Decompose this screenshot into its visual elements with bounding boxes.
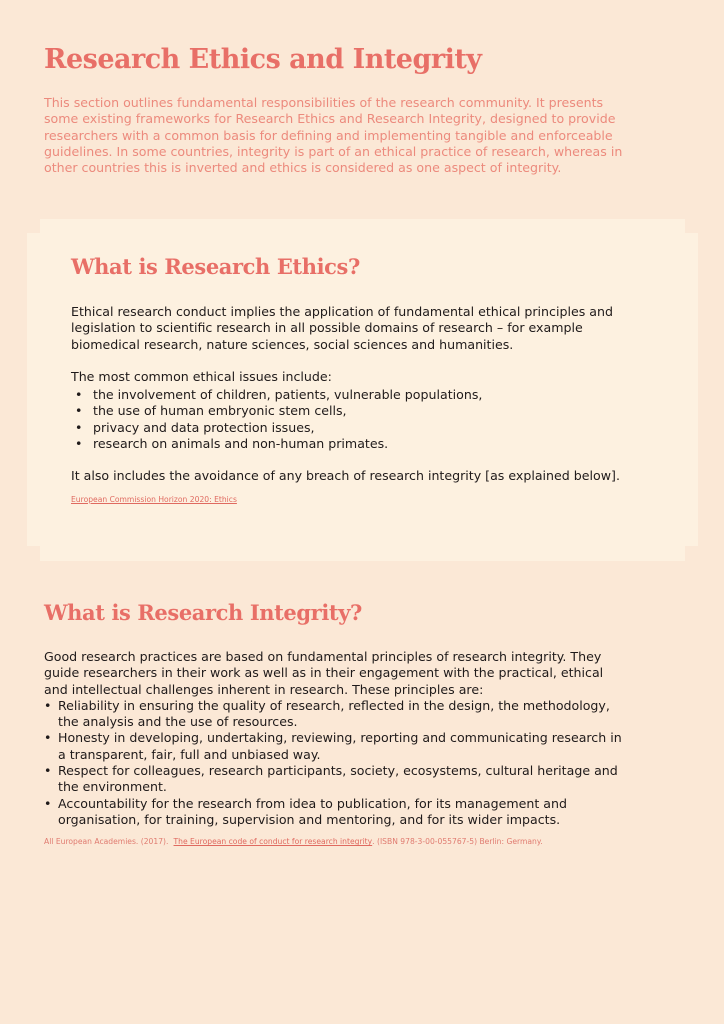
integrity-citation	[44, 834, 624, 847]
citation-suffix: . (ISBN 978-3-00-055767-5) Berlin: Germany.	[372, 837, 543, 847]
integrity-heading: What is Research Integrity?	[44, 600, 362, 625]
ethics-closing: It also includes the avoidance of any breach of research integrity [as explained below].	[71, 468, 620, 484]
ethics-issues-list	[71, 387, 641, 452]
list-item: • Honesty in developing, undertaking, reviewing, reporting and communicating research in a transparent, fair, full and unbiased way.	[44, 730, 624, 763]
ethics-heading: What is Research Ethics?	[71, 254, 360, 279]
ethics-issues-intro: The most common ethical issues include:	[71, 368, 332, 384]
ethics-source-link[interactable]: European Commission Horizon 2020: Ethics	[71, 494, 237, 504]
list-item: • the use of human embryonic stem cells,	[71, 403, 641, 419]
intro-paragraph: This section outlines fundamental responsibilities of the research community. It presents some existing frameworks for Research Ethics and Research Integrity, designed to provide researchers with a common basis for defining and implementing tangible and enforceable guidelines. In some countries, integrity is part of an ethical practice of research, whereas in other countries this is inverted and ethics is considered as one aspect of integrity.	[44, 95, 623, 176]
integrity-principles-list	[44, 698, 624, 828]
list-item: • privacy and data protection issues,	[71, 420, 641, 436]
list-item: • Reliability in ensuring the quality of research, reflected in the design, the methodology, the analysis and the use of resources.	[44, 698, 624, 731]
integrity-section	[44, 600, 624, 847]
list-item: • the involvement of children, patients, vulnerable populations,	[71, 387, 641, 403]
ethics-paragraph: Ethical research conduct implies the application of fundamental ethical principles and legislation to scientific research in all possible domains of research – for example biomedical research, nature sciences, social sciences and humanities.	[71, 304, 613, 352]
integrity-paragraph: Good research practices are based on fundamental principles of research integrity. They guide researchers in their work as well as in their engagement with the practical, ethical and intellectual challenges inherent in research. These principles are:	[44, 649, 604, 697]
citation-link[interactable]: The European code of conduct for research integrity	[173, 837, 373, 847]
citation-prefix: All European Academies. (2017).	[44, 837, 169, 847]
list-item: • Accountability for the research from idea to publication, for its management and organisation, for training, supervision and mentoring, and for its wider impacts.	[44, 796, 624, 829]
ethics-section	[71, 254, 641, 506]
list-item: • Respect for colleagues, research participants, society, ecosystems, cultural heritage and the environment.	[44, 763, 624, 796]
list-item: • research on animals and non-human primates.	[71, 436, 641, 452]
page-title: Research Ethics and Integrity	[44, 44, 482, 75]
